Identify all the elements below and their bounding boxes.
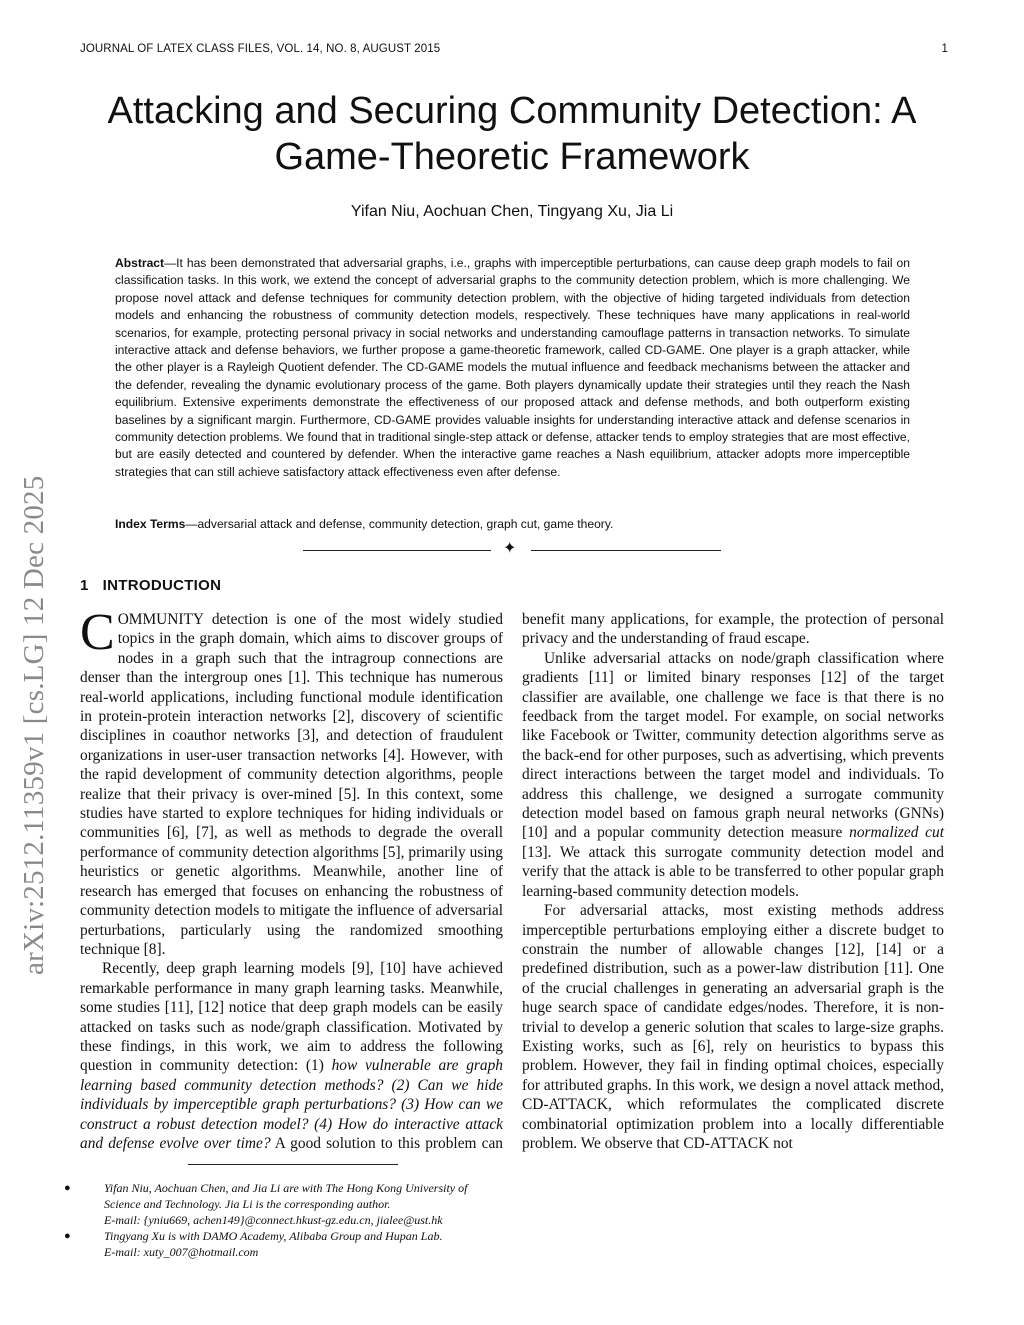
author-list: Yifan Niu, Aochuan Chen, Tingyang Xu, Jia Li [350, 203, 674, 220]
separator-rule-right [531, 550, 721, 551]
index-terms [115, 517, 910, 531]
separator-diamond-icon: ✦ [503, 540, 517, 557]
intro-paragraph-2-text: Recently, deep graph learning models [9], [10] have achieved remarkable performance in many graph learning tasks. Meanwhile, some studies [11], [12] notice that deep graph models can be easily attacked on tasks such as node/graph classification. Motivated by these findings, in this work, we aim to address the following question in community detection: (1) [80, 960, 503, 1075]
index-terms-text: —adversarial attack and defense, community detection, graph cut, game theory. [185, 517, 614, 531]
arxiv-identifier-stamp: arXiv:2512.11359v1 [cs.LG] 12 Dec 2025 [18, 475, 50, 975]
section-number: 1 [80, 577, 89, 594]
footnote-rule [188, 1164, 398, 1165]
drop-cap: C [80, 604, 115, 661]
intro-paragraph-3-italic: normalized cut [849, 824, 944, 842]
intro-paragraph-2-end: benefit many applications, for example, the protection of personal privacy and the understanding of fraud escape. [522, 611, 944, 648]
intro-paragraph-4: For adversarial attacks, most existing methods address imperceptible perturbations employing either a discrete budget to constrain the number of allowable changes [12], [14] or a predefined distribution, such as a power-law distribution [11]. One of the crucial challenges in generating an adversarial graph is the huge search space of candidate edges/nodes. Therefore, it is non-trivial to develop a generic solution that scales to large-size graphs. Existing works, such as [6], rely on heuristics to bypass this problem. However, they fail in finding optimal choices, especially for attributed graphs. In this work, we design a novel attack method, CD-ATTACK, which reformulates the complicated discrete combinatorial optimization problem into a locally differentiable problem. We observe that CD-ATTACK not [522, 902, 944, 1152]
intro-paragraph-3 [522, 649, 944, 901]
running-head [80, 43, 948, 55]
index-terms-label: Index Terms [115, 517, 186, 531]
separator-rule-left [303, 550, 491, 551]
section-heading [80, 577, 221, 594]
footnote-2-email: E-mail: xuty_007@hotmail.com [104, 1245, 259, 1259]
body-column-right [522, 610, 944, 1153]
intro-paragraph-2-end: A good solution to this problem can [270, 1134, 503, 1152]
footnote-1-text: Yifan Niu, Aochuan Chen, and Jia Li are with The Hong Kong University of Science and Technology. Jia Li is the corresponding author. [104, 1181, 468, 1211]
bullet-icon: ● [64, 1182, 71, 1194]
intro-paragraph-3-end: [13]. We attack this surrogate community detection model and verify that the attack is able to be transferred to other popular graph learning-based community detection models. [522, 843, 944, 900]
body-column-left [80, 604, 503, 1153]
footnote-2-text: Tingyang Xu is with DAMO Academy, Alibaba Group and Hupan Lab. [104, 1229, 443, 1243]
paper-title: Attacking and Securing Community Detection: A Game-Theoretic Framework [107, 90, 917, 178]
section-title: INTRODUCTION [102, 577, 222, 594]
abstract [115, 255, 910, 481]
bullet-icon: ● [64, 1230, 71, 1242]
intro-paragraph-2-part [80, 959, 503, 1153]
journal-name: JOURNAL OF LATEX CLASS FILES, VOL. 14, NO. 8, AUGUST 2015 [80, 43, 441, 55]
intro-paragraph-1 [80, 604, 503, 959]
intro-paragraph-2 [522, 610, 944, 649]
abstract-text: —It has been demonstrated that adversarial graphs, i.e., graphs with imperceptible perturbations, can cause deep graph models to fail on classification tasks. In this work, we extend the concept of adversarial graphs to the community detection problem, which is more challenging. We propose novel attack and defense techniques for community detection problem, with the objective of hiding targeted individuals from detection models and enhancing the robustness of community detection models, respectively. These techniques have many applications in real-world scenarios, for example, protecting personal privacy in social networks and understanding camouflage patterns in transaction networks. To simulate interactive attack and defense behaviors, we further propose a game-theoretic framework, called CD-GAME. One player is a graph attacker, while the other player is a Rayleigh Quotient defender. The CD-GAME models the mutual influence and feedback mechanisms between the attacker and the defender, revealing the dynamic evolutionary process of the game. Both players dynamically update their strategies until they reach the Nash equilibrium. Extensive experiments demonstrate the effectiveness of our proposed attack and defense methods, and both outperform existing baselines by a significant margin. Furthermore, CD-GAME provides valuable insights for understanding interactive attack and defense scenarios in community detection problems. We found that in traditional single-step attack or defense, attacker tends to employ strategies that are most effective, but are easily detected and countered by defender. When the interactive game reaches a Nash equilibrium, attacker adopts more imperceptible strategies that can still achieve satisfactory attack effectiveness even after defense. [115, 256, 910, 479]
page-number: 1 [941, 43, 948, 55]
footnote-affiliation-1 [64, 1180, 504, 1228]
footnotes [64, 1180, 504, 1260]
intro-paragraph-3-text: Unlike adversarial attacks on node/graph classification where gradients [11] or limited binary responses [12] of the target classifier are available, one challenge we face is that there is no feedback from the target model. For example, on social networks like Facebook or Twitter, community detection algorithms serve as the back-end for other purposes, such as advertising, which prevents direct interactions between the target model and individuals. To address this challenge, we designed a surrogate community detection model based on famous graph neural networks (GNNs) [10] and a popular community detection measure [522, 649, 944, 842]
footnote-affiliation-2 [64, 1228, 504, 1260]
intro-paragraph-1-text: detection is one of the most widely studied topics in the graph domain, which aims to discover groups of nodes in a graph such that the intragroup connections are denser than the intergroup ones [1]. This technique has numerous real-world applications, including functional module identification in protein-protein interaction networks [2], discovery of scientific disciplines in coauthor networks [3], and detection of fraudulent organizations in user-user transaction networks [4]. However, with the rapid development of community detection algorithms, people realize that their privacy is over-mined [5]. In this context, some studies have started to explore techniques for hiding individuals or communities [6], [7], as well as methods to degrade the overall performance of community detection algorithms [5], primarily using heuristics or genetic algorithms. Meanwhile, another line of research has emerged that focuses on enhancing the robustness of community detection models to mitigate the influence of adversarial perturbations, particularly using the randomized smoothing technique [8]. [80, 611, 503, 958]
intro-paragraph-2-questions: how vulnerable are graph learning based community detection methods? (2) Can we hide individuals by imperceptible graph perturbations? (3) How can we construct a robust detection model? (4) How do interactive attack and defense evolve over time? [80, 1057, 503, 1152]
first-word: OMMUNITY [117, 611, 205, 628]
abstract-label: Abstract [115, 256, 165, 270]
footnote-1-email: E-mail: {yniu669, achen149}@connect.hkust-gz.edu.cn, jialee@ust.hk [104, 1213, 443, 1227]
